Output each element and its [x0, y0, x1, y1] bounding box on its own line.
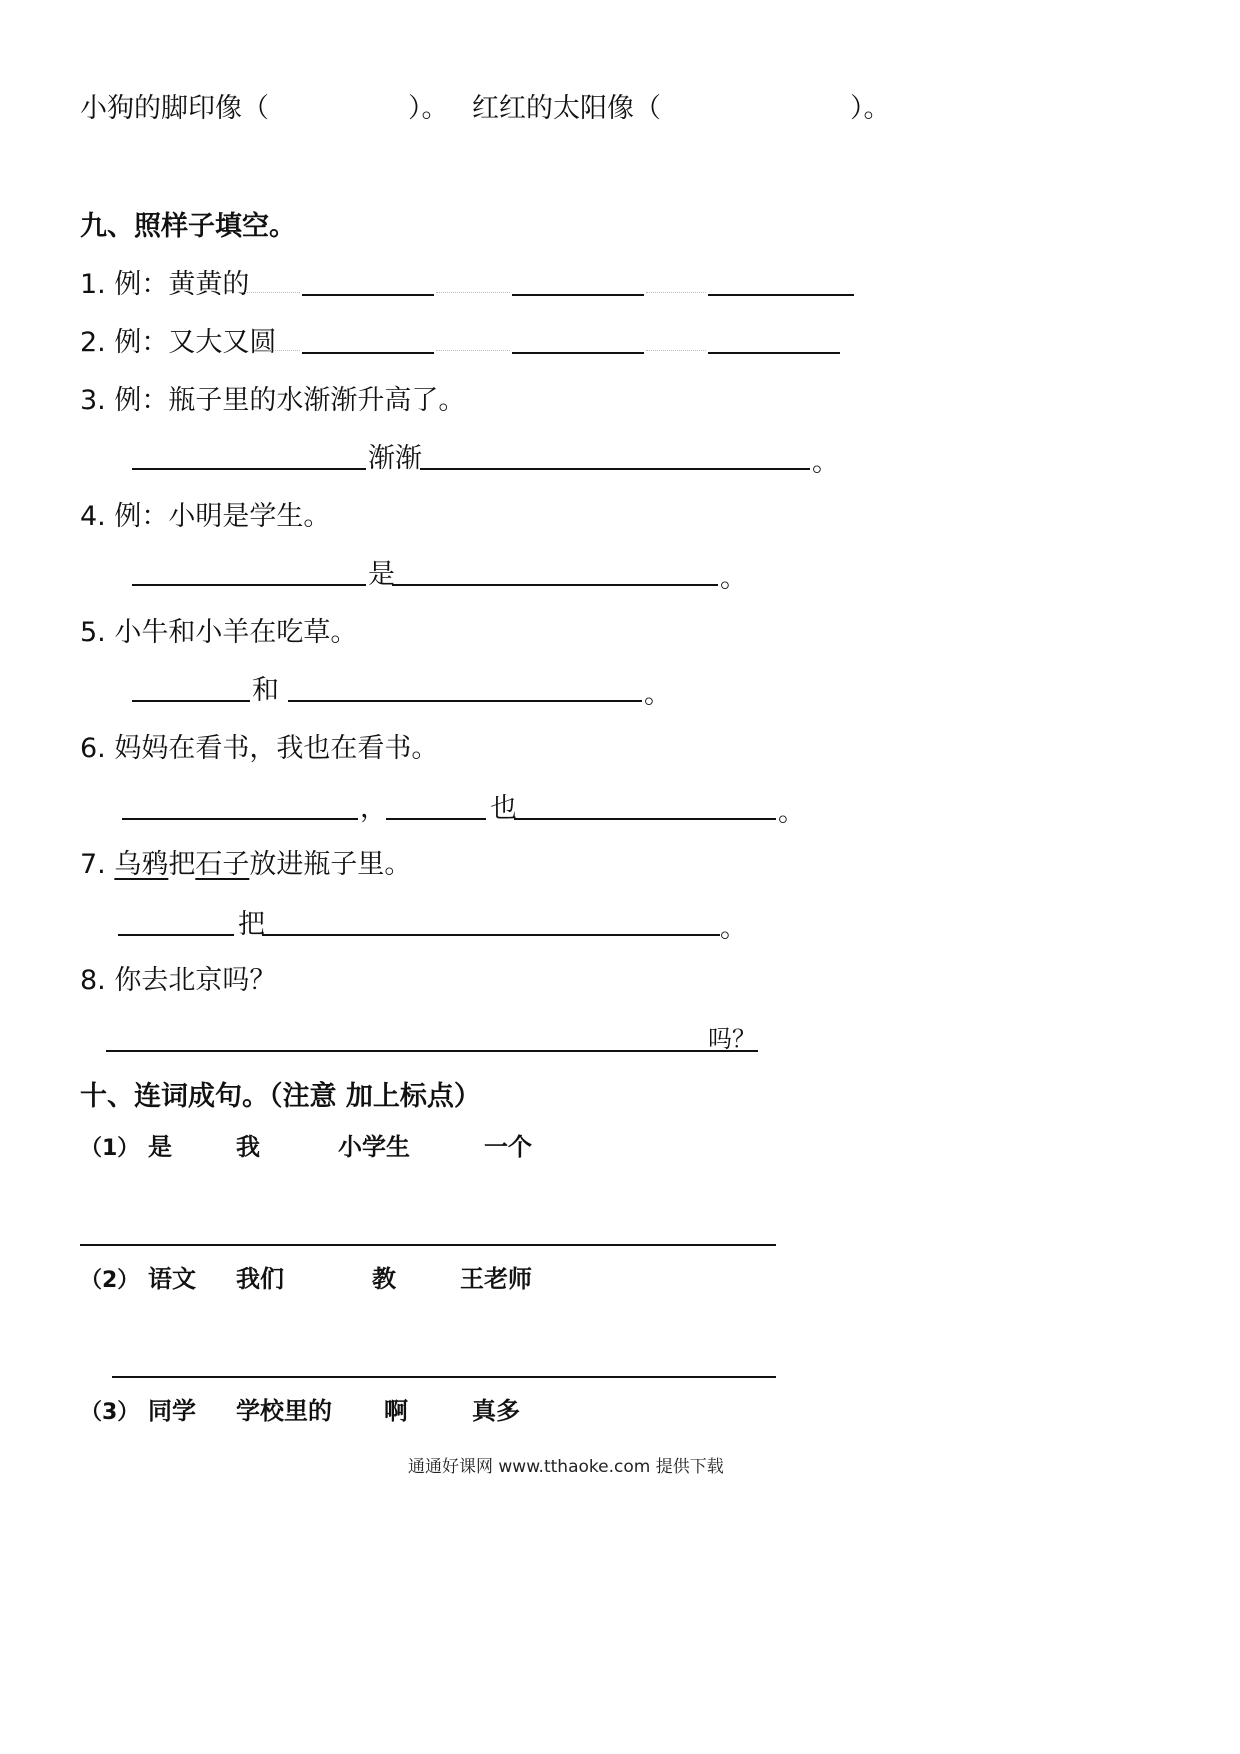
- dotted-leader: [245, 292, 300, 293]
- word-token: 小学生: [338, 1133, 410, 1161]
- q6-blank-1[interactable]: [122, 818, 358, 820]
- q7-number: 7.: [80, 849, 115, 880]
- q7-blank-1[interactable]: [118, 934, 234, 936]
- q4-example: 4. 例：小明是学生。: [80, 501, 331, 532]
- word-token: 真多: [472, 1397, 520, 1425]
- section-10-title: 十、连词成句。（注意 加上标点）: [80, 1081, 481, 1112]
- q7-word: 把: [168, 849, 196, 880]
- q7-blank-2[interactable]: [262, 934, 720, 936]
- word-token: 王老师: [460, 1265, 532, 1293]
- word-token: 语文: [148, 1265, 196, 1293]
- q4-blank-2[interactable]: [392, 584, 718, 586]
- word-token: 同学: [148, 1397, 196, 1425]
- q3-example: 3. 例：瓶子里的水渐渐升高了。: [80, 385, 466, 416]
- q7-underlined-word-1: 乌鸦: [114, 849, 169, 880]
- q3-word: 渐渐: [368, 443, 422, 474]
- q4-blank-1[interactable]: [132, 584, 366, 586]
- dotted-leader: [436, 292, 510, 293]
- footer-credit: 通通好课网 www.tthaoke.com 提供下载: [408, 1457, 724, 1477]
- q2-blank-1[interactable]: [302, 352, 434, 354]
- q7-underlined-word-2: 石子: [195, 849, 250, 880]
- q7-rest: 放进瓶子里。: [249, 849, 412, 880]
- q5-blank-1[interactable]: [132, 700, 250, 702]
- q2-blank-2[interactable]: [512, 352, 644, 354]
- item-number: （1）: [80, 1136, 140, 1161]
- fill-prompt-red-sun: 红红的太阳像（: [472, 93, 661, 124]
- word-token: 我: [236, 1133, 260, 1161]
- q1-blank-1[interactable]: [302, 294, 434, 296]
- answer-line-2[interactable]: [112, 1376, 776, 1378]
- period: 。: [812, 447, 839, 478]
- q7-word: 把: [238, 909, 265, 940]
- section-9-title: 九、照样子填空。: [80, 211, 296, 242]
- word-token: 学校里的: [236, 1397, 332, 1425]
- q3-blank-1[interactable]: [132, 468, 366, 470]
- q1-blank-3[interactable]: [708, 294, 854, 296]
- period: 。: [644, 679, 671, 710]
- q5-word: 和: [252, 675, 279, 706]
- answer-line-1[interactable]: [80, 1244, 776, 1246]
- item-number: （3）: [80, 1400, 140, 1425]
- fill-close-paren: ）。: [408, 93, 449, 124]
- item-number: （2）: [80, 1268, 140, 1293]
- q6-word: 也: [490, 793, 517, 824]
- q6-blank-2[interactable]: [386, 818, 486, 820]
- q5-blank-2[interactable]: [288, 700, 642, 702]
- fill-close-paren: ）。: [850, 93, 891, 124]
- q4-word: 是: [368, 559, 395, 590]
- q7-sentence: [80, 848, 411, 882]
- q8-blank[interactable]: [106, 1050, 758, 1052]
- word-token: 一个: [484, 1133, 532, 1161]
- dotted-leader: [646, 292, 706, 293]
- word-token: 我们: [236, 1265, 284, 1293]
- word-token: 啊: [384, 1397, 408, 1425]
- dotted-leader: [436, 350, 510, 351]
- period: 。: [720, 563, 747, 594]
- fill-prompt-dog-footprint: 小狗的脚印像（: [80, 93, 269, 124]
- period: 。: [778, 797, 805, 828]
- word-token: 是: [148, 1133, 172, 1161]
- q1-example: 1. 例：黄黄的: [80, 269, 250, 300]
- word-token: 教: [372, 1265, 396, 1293]
- comma: ，: [360, 793, 387, 824]
- q6-blank-3[interactable]: [514, 818, 776, 820]
- q1-blank-2[interactable]: [512, 294, 644, 296]
- q5-sentence: 5. 小牛和小羊在吃草。: [80, 617, 358, 648]
- q8-ending: 吗？: [708, 1025, 756, 1053]
- q6-sentence: 6. 妈妈在看书，我也在看书。: [80, 733, 439, 764]
- dotted-leader: [646, 350, 706, 351]
- q2-example: 2. 例：又大又圆: [80, 327, 277, 358]
- q8-sentence: 8. 你去北京吗？: [80, 965, 277, 996]
- period: 。: [720, 913, 747, 944]
- q3-blank-2[interactable]: [420, 468, 810, 470]
- q2-blank-3[interactable]: [708, 352, 840, 354]
- dotted-leader: [268, 350, 300, 351]
